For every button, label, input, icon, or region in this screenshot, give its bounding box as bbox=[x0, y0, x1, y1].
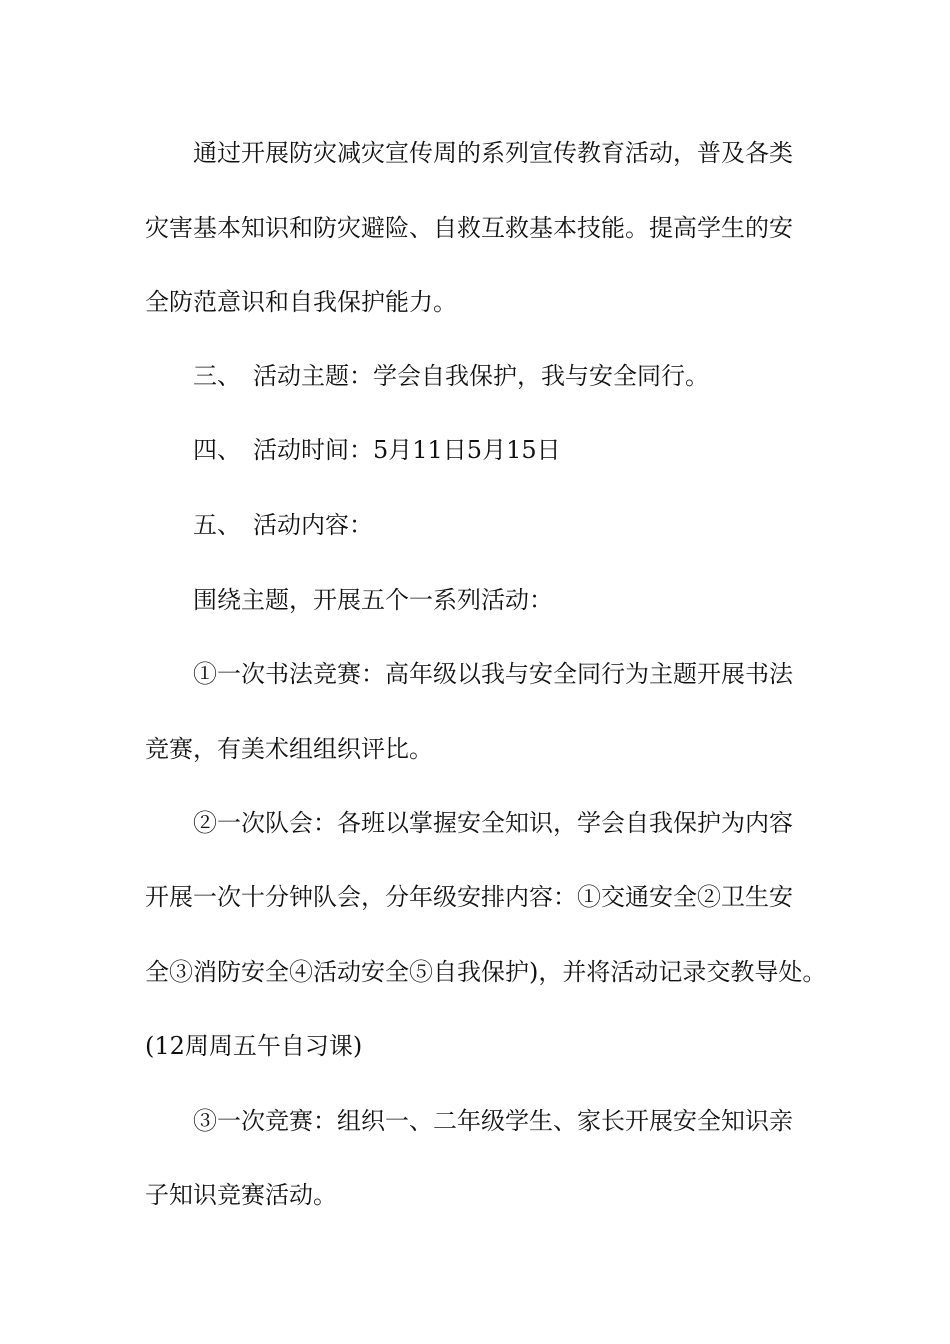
section-number: 四、 bbox=[193, 436, 241, 464]
section-heading-theme bbox=[193, 356, 709, 396]
section-number: 五、 bbox=[193, 511, 241, 539]
paragraph-line: ②一次队会：各班以掌握安全知识，学会自我保护为内容 bbox=[193, 809, 793, 837]
paragraph-line: 围绕主题，开展五个一系列活动： bbox=[193, 586, 553, 614]
paragraph-line: 灾害基本知识和防灾避险、自救互救基本技能。提高学生的安 bbox=[145, 214, 793, 242]
section-number: 三、 bbox=[193, 362, 241, 390]
section-text: 活动内容： bbox=[253, 511, 373, 539]
section-text: 活动主题：学会自我保护，我与安全同行。 bbox=[253, 362, 709, 390]
paragraph-line: 竞赛，有美术组组织评比。 bbox=[145, 735, 433, 763]
paragraph-line: 全③消防安全④活动安全⑤自我保护)，并将活动记录交教导处。 bbox=[145, 958, 827, 986]
paragraph-line: 开展一次十分钟队会，分年级安排内容：①交通安全②卫生安 bbox=[145, 883, 793, 911]
paragraph-line: (12周周五午自习课) bbox=[145, 1032, 363, 1060]
paragraph-line: 通过开展防灾减灾宣传周的系列宣传教育活动，普及各类 bbox=[193, 139, 793, 167]
paragraph-line: 全防范意识和自我保护能力。 bbox=[145, 288, 457, 316]
section-heading-time bbox=[193, 430, 561, 470]
paragraph-line: 子知识竞赛活动。 bbox=[145, 1181, 337, 1209]
section-text: 活动时间：5月11日5月15日 bbox=[253, 436, 561, 464]
paragraph-line: ③一次竞赛：组织一、二年级学生、家长开展安全知识亲 bbox=[193, 1107, 793, 1135]
section-heading-content bbox=[193, 505, 373, 545]
paragraph-line: ①一次书法竞赛：高年级以我与安全同行为主题开展书法 bbox=[193, 660, 793, 688]
